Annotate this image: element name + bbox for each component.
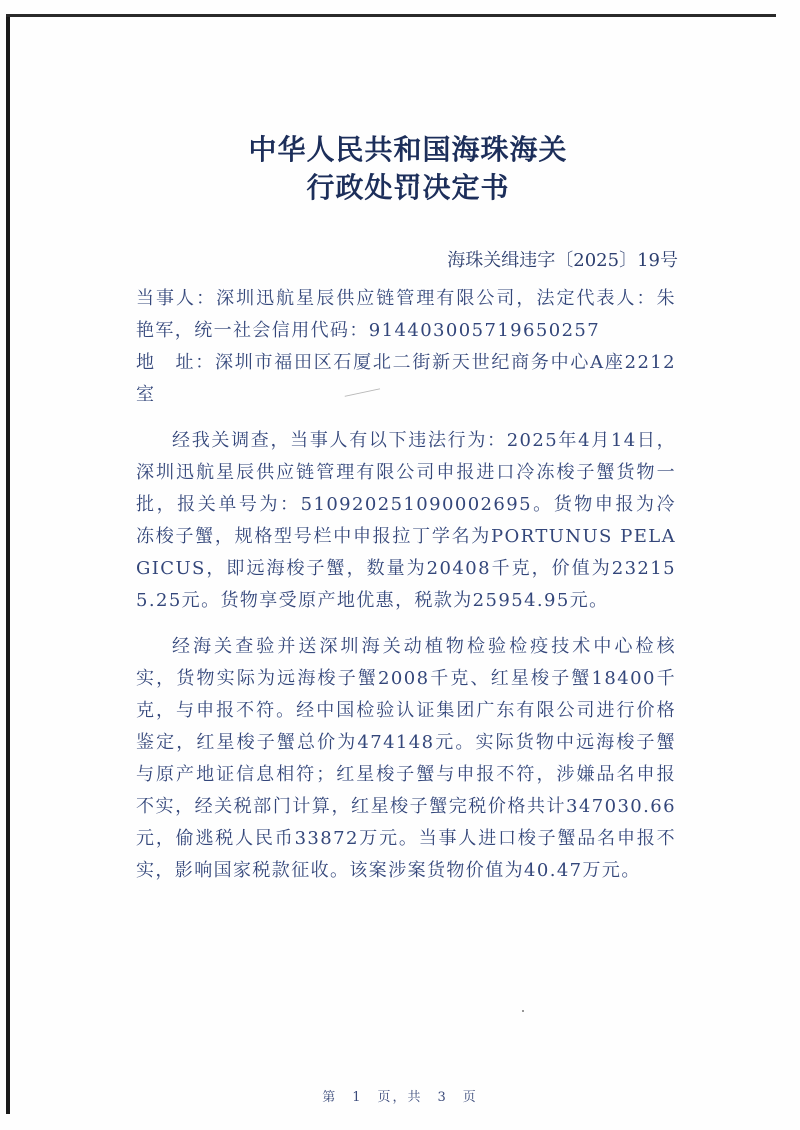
paragraph-investigation: 经海关查验并送深圳海关动植物检验检疫技术中心检核实，货物实际为远海梭子蟹2008千克、红星梭子蟹18400千克，与申报不符。经中国检验认证集团广东有限公司进行价格鉴定，红星梭子蟹总价为474148元。实际货物中远海梭子蟹与原产地证信息相符；红星梭子蟹与申报不符，涉嫌品名申报不实，经关税部门计算，红星梭子蟹完税价格共计347030.66元，偷逃税人民币33872万元。当事人进口梭子蟹品名申报不实，影响国家税款征收。该案涉案货物价值为40.47万元。 <box>136 636 676 881</box>
page-footer: 第 1 页，共 3 页 <box>322 1090 478 1105</box>
document-body <box>136 283 676 887</box>
scan-edge-top <box>6 14 776 17</box>
party-address: 地 址：深圳市福田区石厦北二街新天世纪商务中心A座2212室 <box>136 352 676 405</box>
party-info: 当事人：深圳迅航星辰供应链管理有限公司，法定代表人：朱艳军，统一社会信用代码：914403005719650257 <box>136 288 676 341</box>
document-number: 海珠关缉违字〔2025〕19号 <box>447 250 678 271</box>
paragraph-violation: 经我关调查，当事人有以下违法行为：2025年4月14日，深圳迅航星辰供应链管理有限公司申报进口冷冻梭子蟹货物一批，报关单号为：510920251090002695。货物申报为冷冻梭子蟹，规格型号栏中申报拉丁学名为PORTUNUS PELAGICUS，即远海梭子蟹，数量为20408千克，价值为232155.25元。货物享受原产地优惠，税款为25954.95元。 <box>136 430 676 611</box>
document-title-line1: 中华人民共和国海珠海关 <box>248 133 568 166</box>
document-title-line2: 行政处罚决定书 <box>306 171 510 204</box>
scan-dot <box>522 1010 524 1012</box>
